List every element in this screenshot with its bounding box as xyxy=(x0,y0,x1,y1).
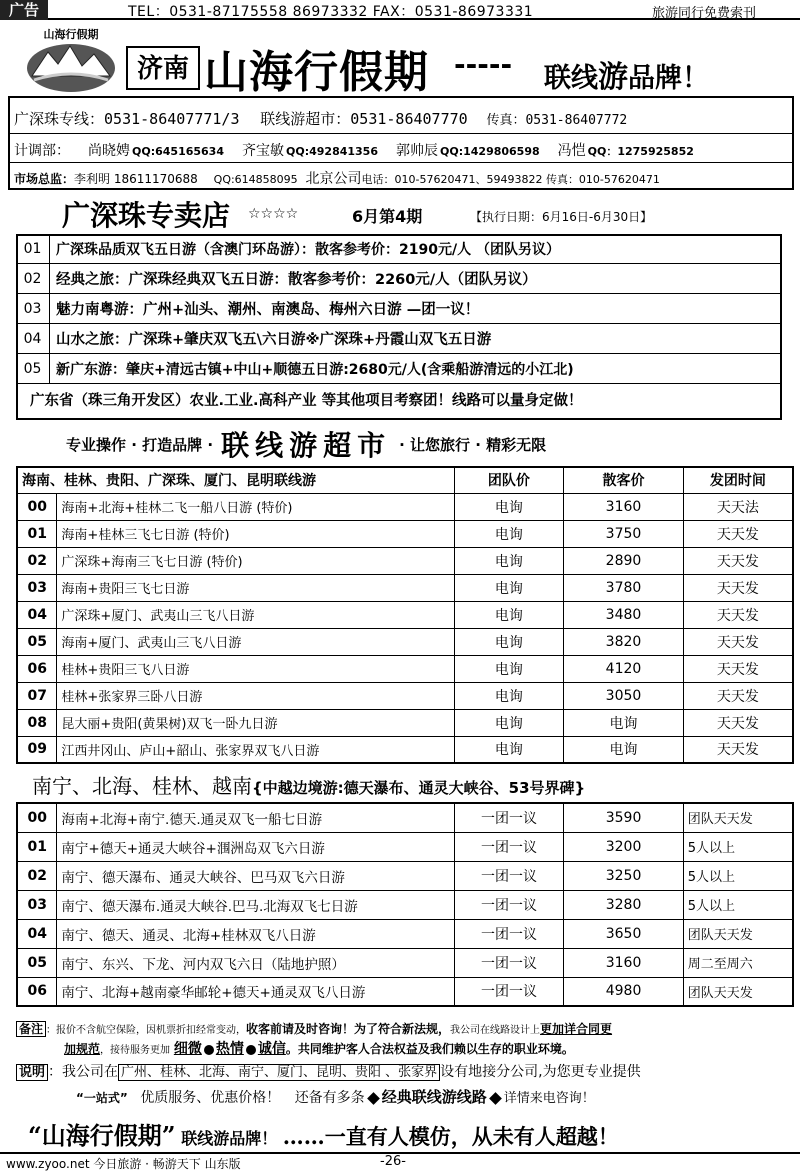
table-row xyxy=(17,682,793,709)
store-row xyxy=(16,294,782,324)
row-retail-price: 3200 xyxy=(564,832,683,861)
zhuanxian-label: 广深珠专线： xyxy=(14,110,105,128)
notes-text-1c: 我公司在线路设计上 xyxy=(450,1025,541,1036)
row-departure: 天天发 xyxy=(683,736,793,763)
row-group-price: 一团一议 xyxy=(454,948,564,977)
store-stars: ☆☆☆☆ xyxy=(248,206,299,222)
notes-block xyxy=(16,1020,794,1060)
row-departure: 团队天天发 xyxy=(683,919,793,948)
motto-slogan: 联线游品牌！ xyxy=(181,1129,278,1148)
planner-1: 尚晓娉 QQ:645165634 xyxy=(88,143,224,159)
supermarket-phone: 0531-86407770 xyxy=(350,110,468,128)
fax-number: 0531-86407772 xyxy=(525,113,628,128)
brand-title: 山海行假期 xyxy=(204,47,429,98)
motto xyxy=(28,1116,619,1151)
row-retail-price: 3480 xyxy=(564,601,684,628)
director-qq: QQ:614858095 xyxy=(213,173,298,186)
director-label: 市场总监： xyxy=(14,172,75,186)
store-footer: 广东省（珠三角开发区）农业.工业.高科产业 等其他项目考察团！线路可以量身定做！ xyxy=(30,393,583,409)
table-row xyxy=(17,547,793,574)
row-departure: 天天法 xyxy=(683,493,793,520)
keyword-3: 诚信 xyxy=(257,1041,286,1057)
motto-brand: “山海行假期” xyxy=(28,1121,176,1150)
row-no: 05 xyxy=(17,948,57,977)
row-no: 00 xyxy=(17,493,57,520)
notes-text-2c: 。共同维护客人合法权益及我们赖以生存的职业环境。 xyxy=(285,1042,574,1056)
row-departure: 天天发 xyxy=(683,574,793,601)
motto-claim: ……一直有人模仿，从未有人超越！ xyxy=(282,1124,619,1149)
row-departure: 天天发 xyxy=(683,709,793,736)
row-retail-price: 4980 xyxy=(564,977,683,1006)
route-table-2 xyxy=(16,802,794,1007)
bullet-dot-icon xyxy=(246,1045,256,1055)
slogan-part-a: 联线 xyxy=(544,63,598,94)
banner-left: 专业操作 · 打造品牌 · xyxy=(66,435,214,454)
row-departure: 5人以上 xyxy=(683,861,793,890)
row-no: 08 xyxy=(17,709,57,736)
row-retail-price: 电询 xyxy=(564,736,684,763)
planner-3: 郭帅辰 QQ:1429806598 xyxy=(396,143,540,159)
row-no: 09 xyxy=(17,736,57,763)
slogan-part-b: 游 xyxy=(598,60,628,95)
col-header-group: 团队价 xyxy=(454,467,564,493)
row-route: 南宁、德天瀑布.通灵大峡谷.巴马.北海双飞七日游 xyxy=(57,890,454,919)
row-departure: 天天发 xyxy=(683,682,793,709)
store-row-no: 02 xyxy=(16,264,50,294)
bullet-dot-icon xyxy=(204,1045,214,1055)
notes-text-1d: 更加详合同更 xyxy=(540,1022,613,1036)
row-retail-price: 3250 xyxy=(564,861,683,890)
row-no: 03 xyxy=(17,574,57,601)
keyword-2: 热情 xyxy=(215,1041,244,1057)
row-route: 昆大丽+贵阳(黄果树)双飞一卧九日游 xyxy=(57,709,454,736)
section-2-sub: {中越边境游:德天瀑布、通灵大峡谷、53号界碑} xyxy=(252,779,586,797)
director-name: 李利明 18611170688 xyxy=(74,172,198,186)
row-retail-price: 4120 xyxy=(564,655,684,682)
explain-block xyxy=(16,1060,794,1111)
row-route: 广深珠+海南三飞七日游 (特价) xyxy=(57,547,454,574)
store-row-no: 05 xyxy=(16,354,50,384)
top-contact: TEL：0531-87175558 86973332 FAX：0531-86973331 xyxy=(128,4,534,20)
row-retail-price: 3280 xyxy=(564,890,683,919)
row-route: 南宁、北海+越南豪华邮轮+德天+通灵双飞八日游 xyxy=(57,977,454,1006)
row-retail-price: 电询 xyxy=(564,709,684,736)
row-group-price: 一团一议 xyxy=(454,919,564,948)
store-row xyxy=(16,354,782,384)
table-1-body xyxy=(17,493,793,763)
col-header-departure: 发团时间 xyxy=(683,467,793,493)
fax-label: 传真： xyxy=(486,113,526,128)
logo xyxy=(24,26,118,94)
row-group-price: 一团一议 xyxy=(454,861,564,890)
table-row xyxy=(17,628,793,655)
table-row xyxy=(17,574,793,601)
store-row-no: 03 xyxy=(16,294,50,324)
row-no: 02 xyxy=(17,547,57,574)
explain-text-4: 优质服务、优惠价格！ xyxy=(140,1090,281,1106)
keyword-1: 细微 xyxy=(173,1041,202,1057)
explain-classic-routes: 经典联线游线路 xyxy=(381,1088,487,1106)
row-no: 03 xyxy=(17,890,57,919)
store-row xyxy=(16,324,782,354)
row-no: 06 xyxy=(17,977,57,1006)
table-row xyxy=(17,977,793,1006)
table-row xyxy=(17,832,793,861)
store-row-no: 04 xyxy=(16,324,50,354)
row-group-price: 电询 xyxy=(454,736,564,763)
logo-text: 山海行假期 xyxy=(43,28,99,41)
row-route: 南宁、东兴、下龙、河内双飞六日（陆地护照） xyxy=(57,948,454,977)
row-route: 广深珠+厦门、武夷山三飞八日游 xyxy=(57,601,454,628)
row-departure: 天天发 xyxy=(683,547,793,574)
row-no: 07 xyxy=(17,682,57,709)
slogan-part-c: 品牌！ xyxy=(628,63,709,94)
row-route: 南宁、德天、通灵、北海+桂林双飞八日游 xyxy=(57,919,454,948)
row-departure: 团队天天发 xyxy=(683,977,793,1006)
contact-line-1 xyxy=(14,108,627,129)
row-retail-price: 3750 xyxy=(564,520,684,547)
row-retail-price: 3160 xyxy=(564,948,683,977)
store-row-text: 山水之旅：广深珠+肇庆双飞五\六日游※广深珠+丹霞山双飞五日游 xyxy=(56,332,492,348)
row-no: 00 xyxy=(17,803,57,832)
row-no: 01 xyxy=(17,832,57,861)
row-route: 海南+厦门、武夷山三飞八日游 xyxy=(57,628,454,655)
row-departure: 天天发 xyxy=(683,628,793,655)
row-no: 05 xyxy=(17,628,57,655)
notes-text-1b: 收客前请及时咨询！为了符合新法规， xyxy=(246,1022,451,1036)
contact-divider-2 xyxy=(8,162,794,163)
row-retail-price: 3160 xyxy=(564,493,684,520)
row-no: 04 xyxy=(17,601,57,628)
row-group-price: 电询 xyxy=(454,601,564,628)
store-row xyxy=(16,234,782,264)
row-group-price: 电询 xyxy=(454,682,564,709)
table-row xyxy=(17,861,793,890)
row-retail-price: 3590 xyxy=(564,803,683,832)
store-row xyxy=(16,264,782,294)
beijing-tel: 电话：010-57620471、59493822 传真：010-57620471 xyxy=(361,173,660,186)
row-route: 江西井冈山、庐山+韶山、张家界双飞八日游 xyxy=(57,736,454,763)
row-route: 海南+贵阳三飞七日游 xyxy=(57,574,454,601)
explain-label: 说明 xyxy=(16,1064,48,1081)
store-row-no: 01 xyxy=(16,234,50,264)
planner-4: 冯恺 QQ：1275925852 xyxy=(557,143,694,159)
row-route: 桂林+贵阳三飞八日游 xyxy=(57,655,454,682)
row-route: 海南+北海+桂林二飞一船八日游 (特价) xyxy=(57,493,454,520)
store-issue: 6月第4期 xyxy=(352,207,423,226)
row-group-price: 电询 xyxy=(454,574,564,601)
row-route: 海南+北海+南宁.德天.通灵双飞一船七日游 xyxy=(57,803,454,832)
store-period: 【执行日期：6月16日-6月30日】 xyxy=(470,210,653,224)
table-row xyxy=(17,601,793,628)
footer-left: www.zyoo.net 今日旅游 · 畅游天下 山东版 xyxy=(6,1157,241,1171)
row-departure: 5人以上 xyxy=(683,832,793,861)
row-route: 海南+桂林三飞七日游 (特价) xyxy=(57,520,454,547)
table-row xyxy=(17,709,793,736)
beijing-office: 北京公司 xyxy=(305,171,362,187)
row-route: 南宁、德天瀑布、通灵大峡谷、巴马双飞六日游 xyxy=(57,861,454,890)
row-group-price: 电询 xyxy=(454,709,564,736)
explain-text-1: ：我公司在 xyxy=(48,1064,119,1080)
row-departure: 周二至周六 xyxy=(683,948,793,977)
table-header-row xyxy=(17,467,793,493)
store-row-text: 广深珠品质双飞五日游（含澳门环岛游）：散客参考价：2190元/人 （团队另议） xyxy=(56,241,560,258)
row-route: 桂林+张家界三卧八日游 xyxy=(57,682,454,709)
row-group-price: 电询 xyxy=(454,547,564,574)
ad-tag: 广告 xyxy=(0,0,48,20)
row-group-price: 一团一议 xyxy=(454,890,564,919)
diamond-icon xyxy=(367,1092,380,1105)
brand-dashes: ----- xyxy=(454,48,513,81)
explain-text-5: 还备有多条 xyxy=(294,1090,365,1106)
notes-text-2a: 加规范 xyxy=(64,1042,101,1056)
row-group-price: 一团一议 xyxy=(454,977,564,1006)
table-row xyxy=(17,948,793,977)
store-title: 广深珠专卖店 xyxy=(62,199,231,232)
explain-one-stop: “一站式” xyxy=(76,1091,128,1105)
section-2-main: 南宁、北海、桂林、越南 xyxy=(32,774,252,798)
row-group-price: 电询 xyxy=(454,628,564,655)
page-number: -26- xyxy=(380,1154,406,1169)
diamond-icon xyxy=(489,1092,502,1105)
brand-slogan xyxy=(544,52,709,96)
row-no: 06 xyxy=(17,655,57,682)
banner-right: · 让您旅行 · 精彩无限 xyxy=(399,435,547,454)
supermarket-banner xyxy=(66,426,766,462)
row-departure: 天天发 xyxy=(683,655,793,682)
row-group-price: 电询 xyxy=(454,520,564,547)
row-group-price: 一团一议 xyxy=(454,803,564,832)
explain-text-2: 设有地接分公司,为您更专业提供 xyxy=(440,1064,641,1080)
store-row-text: 魅力南粤游：广州+汕头、潮州、南澳岛、梅州六日游 —团一议！ xyxy=(56,302,480,318)
row-group-price: 电询 xyxy=(454,493,564,520)
row-departure: 5人以上 xyxy=(683,890,793,919)
row-no: 04 xyxy=(17,919,57,948)
col-header-retail: 散客价 xyxy=(564,467,684,493)
row-retail-price: 3050 xyxy=(564,682,684,709)
notes-label: 备注 xyxy=(16,1021,46,1037)
notes-text-1: ：报价不含航空保险，因机票折扣经常变动， xyxy=(46,1025,247,1036)
table-row xyxy=(17,736,793,763)
store-row-text: 新广东游：肇庆+清远古镇+中山+顺德五日游:2680元/人(含乘船游清远的小江北) xyxy=(56,361,574,378)
planners-label: 计调部： xyxy=(14,143,70,159)
supermarket-label: 联线游超市： xyxy=(260,110,351,128)
zhuanxian-phone: 0531-86407771/3 xyxy=(104,110,240,128)
col-header-route: 海南、桂林、贵阳、广深珠、厦门、昆明联线游 xyxy=(17,467,454,493)
row-no: 01 xyxy=(17,520,57,547)
row-retail-price: 3820 xyxy=(564,628,684,655)
row-retail-price: 3650 xyxy=(564,919,683,948)
city-badge: 济南 xyxy=(126,46,200,90)
mountain-logo-icon xyxy=(24,38,118,94)
planner-2: 齐宝敏 QQ:492841356 xyxy=(242,143,378,159)
explain-text-7: 详情来电咨询！ xyxy=(503,1091,595,1106)
row-no: 02 xyxy=(17,861,57,890)
row-retail-price: 3780 xyxy=(564,574,684,601)
table-row xyxy=(17,655,793,682)
route-table-1 xyxy=(16,466,794,764)
row-departure: 天天发 xyxy=(683,601,793,628)
row-retail-price: 2890 xyxy=(564,547,684,574)
row-departure: 团队天天发 xyxy=(683,803,793,832)
explain-cities: 广州、桂林、北海、南宁、厦门、昆明、贵阳 、张家界 xyxy=(118,1064,440,1081)
table-row xyxy=(17,803,793,832)
top-tagline: 旅游同行免费索刊 xyxy=(652,6,757,21)
store-row-text: 经典之旅：广深珠经典双飞五日游：散客参考价：2260元/人（团队另议） xyxy=(56,272,537,288)
row-group-price: 电询 xyxy=(454,655,564,682)
table-2-body xyxy=(17,803,793,1006)
row-route: 南宁+德天+通灵大峡谷+涠洲岛双飞六日游 xyxy=(57,832,454,861)
contact-line-2 xyxy=(14,140,694,160)
banner-title: 联线游超市 xyxy=(221,429,392,462)
table-row xyxy=(17,890,793,919)
row-group-price: 一团一议 xyxy=(454,832,564,861)
contact-divider-1 xyxy=(8,133,794,134)
table-row xyxy=(17,919,793,948)
store-rows xyxy=(16,234,782,418)
row-departure: 天天发 xyxy=(683,520,793,547)
notes-text-2b: ，接待服务更加 xyxy=(100,1045,171,1056)
table-row xyxy=(17,520,793,547)
contact-line-3 xyxy=(14,168,660,188)
section-2-title xyxy=(32,770,585,799)
table-row xyxy=(17,493,793,520)
